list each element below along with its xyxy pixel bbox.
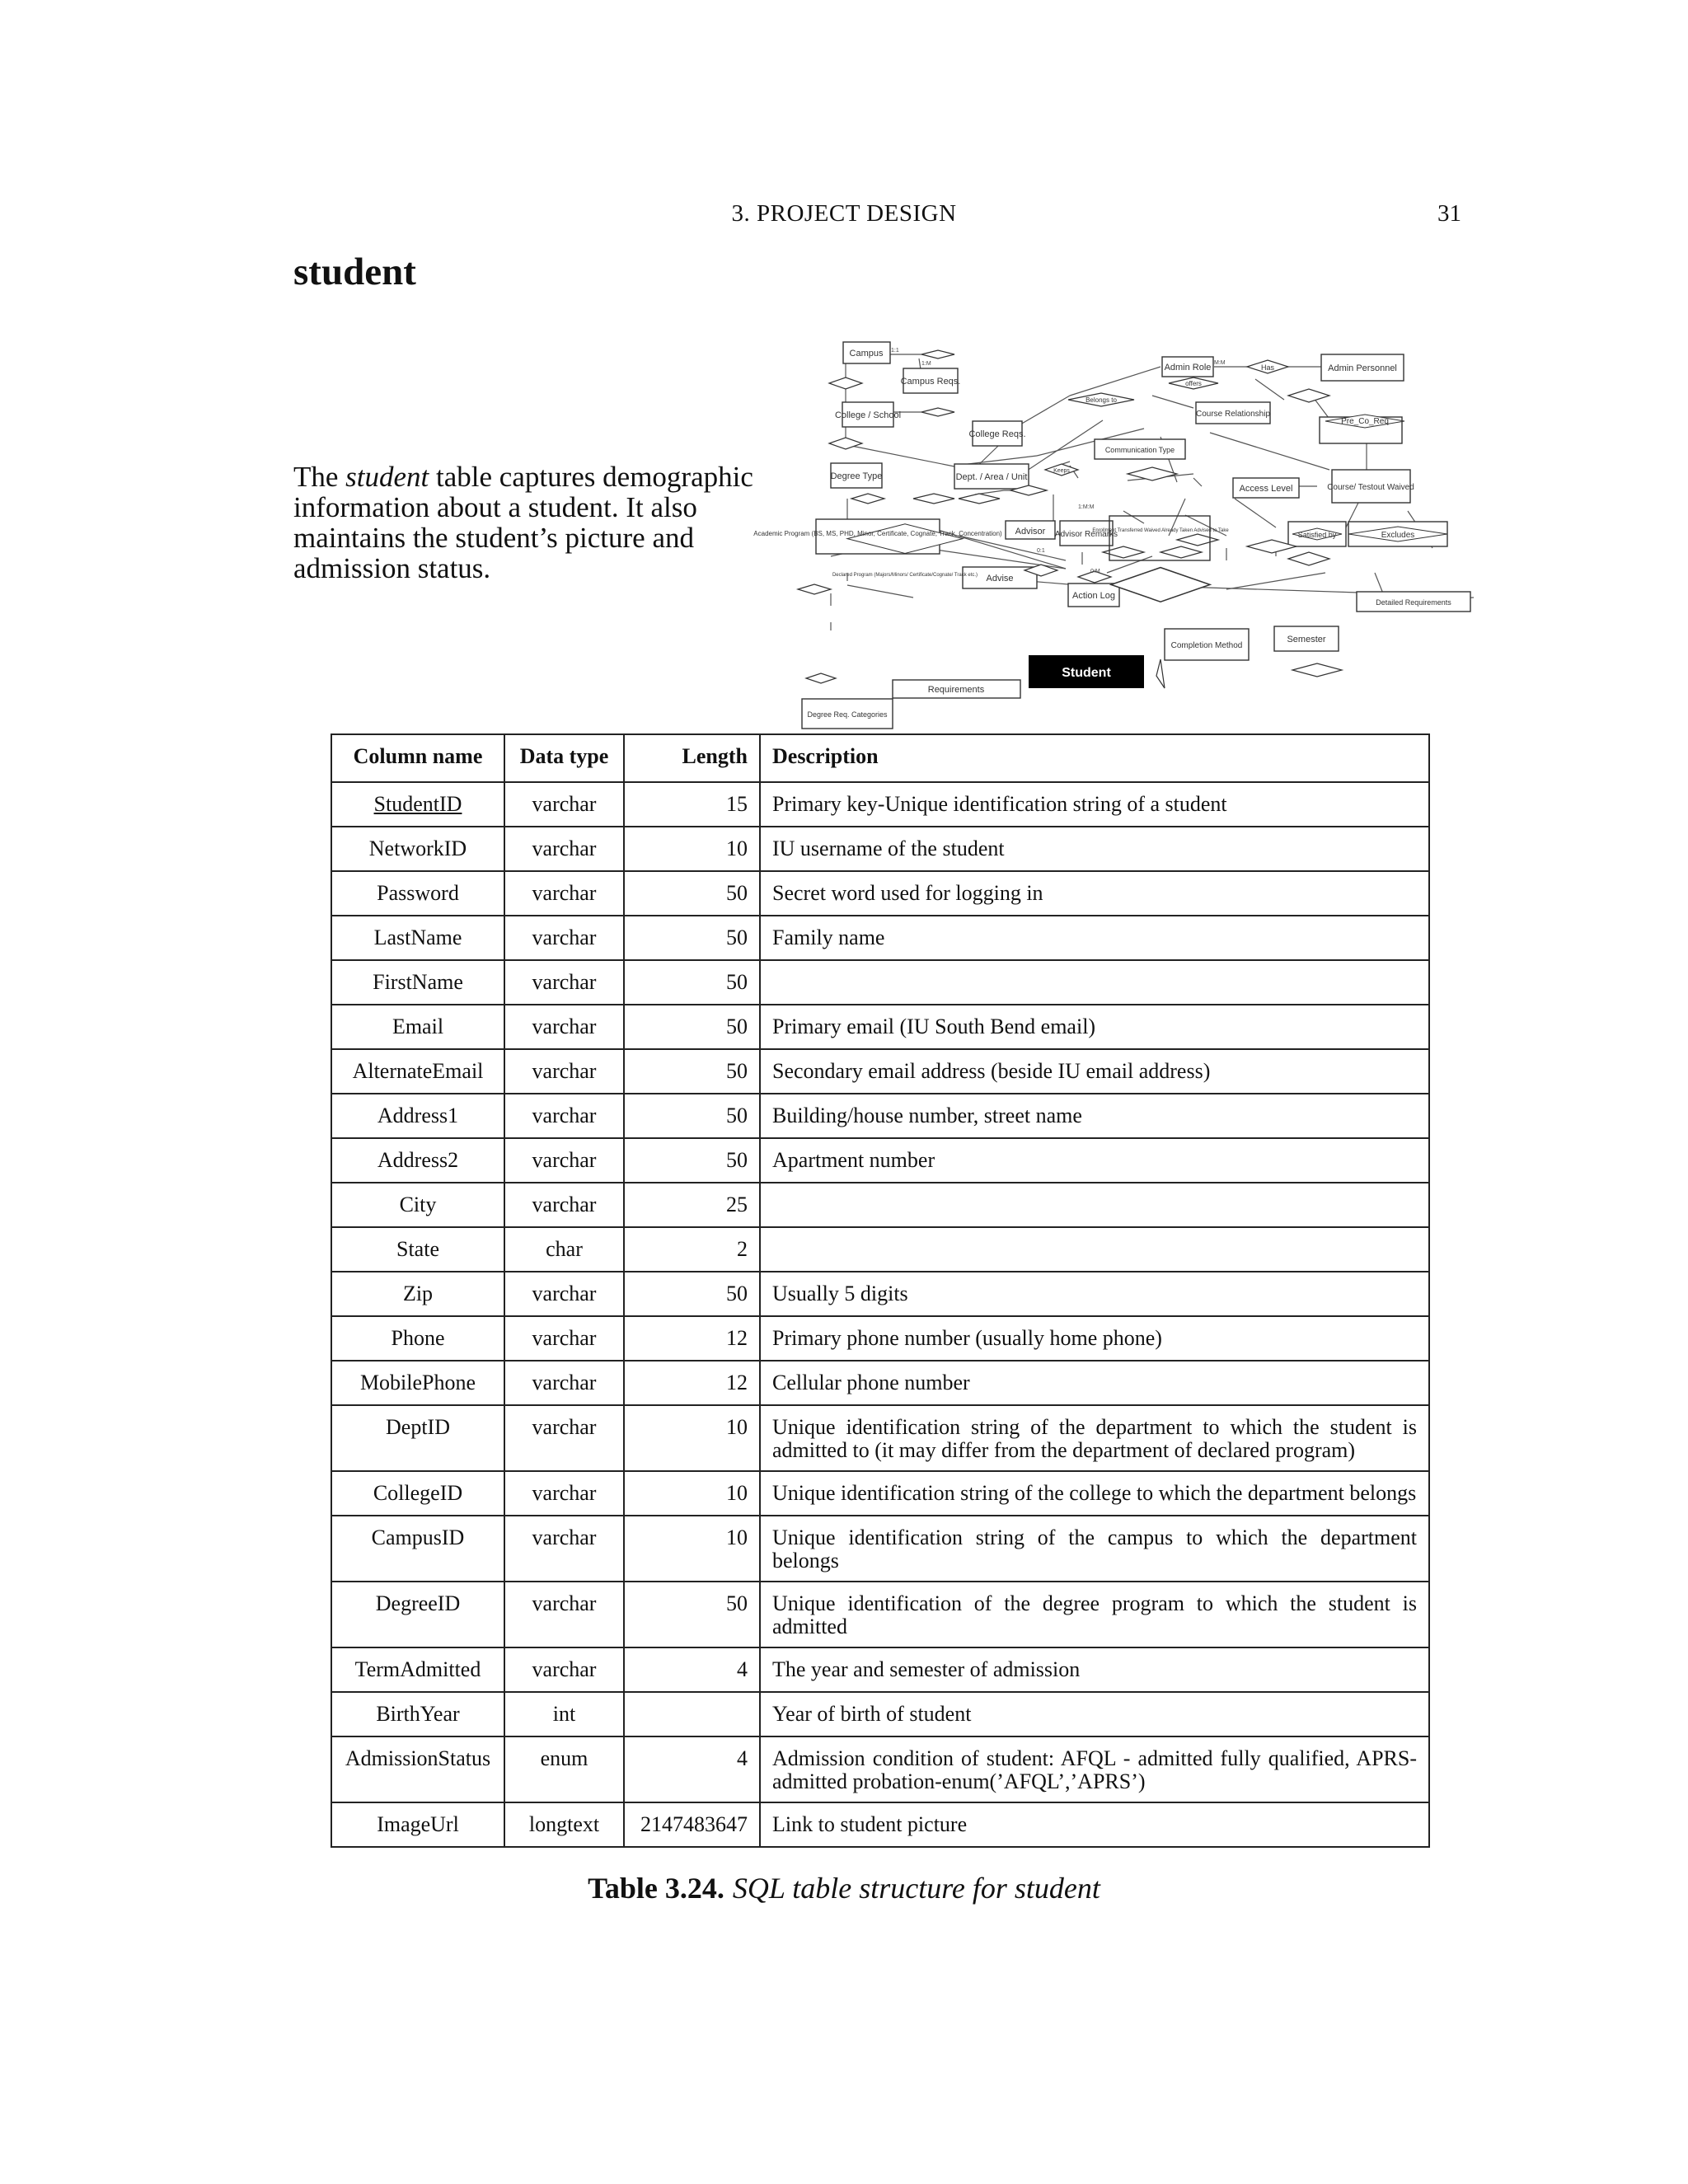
column-name-cell: DegreeID [331, 1582, 504, 1647]
table-row [331, 1361, 1429, 1405]
data-type-cell: varchar [504, 1471, 624, 1516]
column-name-cell: AlternateEmail [331, 1049, 504, 1094]
data-type-cell: varchar [504, 1138, 624, 1183]
er-label-action-log: Action Log [1072, 591, 1115, 601]
description-cell: Primary phone number (usually home phone) [760, 1316, 1429, 1361]
caption-text: SQL table structure for student [732, 1872, 1100, 1905]
data-type-cell: varchar [504, 960, 624, 1005]
data-type-cell: varchar [504, 1049, 624, 1094]
length-cell: 10 [624, 1405, 760, 1471]
er-card-4: 0:M [1090, 569, 1100, 574]
data-type-cell: varchar [504, 1005, 624, 1049]
page-number: 31 [1437, 200, 1461, 227]
intro-text-after: table captures demographic information about a student. It also maintains the student’s picture and admission status. [293, 461, 753, 584]
er-label-excludes: Excludes [1381, 531, 1415, 540]
description-cell: Unique identification string of the campus to which the department belongs [760, 1516, 1429, 1582]
description-cell: Unique identification string of the department to which the student is admitted to (it may differ from the department of declared program) [760, 1405, 1429, 1471]
data-type-cell: varchar [504, 1094, 624, 1138]
table-row [331, 782, 1429, 827]
table-row [331, 1183, 1429, 1227]
length-cell: 10 [624, 1471, 760, 1516]
er-label-enrollment: Enrollment Transferred Waived Already Taken Advised to Take [1092, 528, 1229, 533]
er-label-campus-reqs: Campus Reqs. [900, 377, 961, 387]
header-description: Description [760, 734, 1429, 782]
er-label-admin-personnel: Admin Personnel [1328, 363, 1397, 373]
er-label-degree-type: Degree Type [830, 471, 883, 481]
er-label-dept: Dept. / Area / Unit [955, 472, 1028, 482]
column-name-cell: Address2 [331, 1138, 504, 1183]
er-label-degree-req-categories: Degree Req. Categories [807, 710, 888, 719]
header-column-name: Column name [331, 734, 504, 782]
er-label-communication-type: Communication Type [1104, 446, 1175, 454]
primary-key-name: StudentID [373, 792, 462, 816]
column-name-cell: MobilePhone [331, 1361, 504, 1405]
data-type-cell: varchar [504, 782, 624, 827]
description-cell: Year of birth of student [760, 1692, 1429, 1736]
data-type-cell: enum [504, 1736, 624, 1802]
column-name-cell [331, 782, 504, 827]
er-card-1: 1:1 [891, 348, 899, 354]
er-label-advisor-remarks: Advisor Remarks [1054, 530, 1118, 539]
description-cell: Secret word used for logging in [760, 871, 1429, 916]
column-name-cell: DeptID [331, 1405, 504, 1471]
column-name-cell: CollegeID [331, 1471, 504, 1516]
column-name-cell: Email [331, 1005, 504, 1049]
description-cell: Unique identification string of the college to which the department belongs [760, 1471, 1429, 1516]
header-data-type: Data type [504, 734, 624, 782]
length-cell: 12 [624, 1361, 760, 1405]
data-type-cell: char [504, 1227, 624, 1272]
er-label-campus: Campus [849, 349, 884, 359]
table-row [331, 1316, 1429, 1361]
description-cell: Link to student picture [760, 1802, 1429, 1847]
length-cell: 25 [624, 1183, 760, 1227]
data-type-cell: varchar [504, 1183, 624, 1227]
running-header-chapter: 3. PROJECT DESIGN [731, 200, 957, 227]
er-label-pre-co-req: Pre_Co_Req [1341, 417, 1389, 426]
column-name-cell: FirstName [331, 960, 504, 1005]
er-label-declared-program: Declared Program (Majors/Minors/ Certificate/Cognate/ Track etc.) [832, 573, 978, 578]
er-label-advise: Advise [986, 574, 1014, 583]
table-row [331, 1471, 1429, 1516]
table-row [331, 1049, 1429, 1094]
length-cell: 50 [624, 960, 760, 1005]
length-cell: 50 [624, 1582, 760, 1647]
length-cell: 50 [624, 916, 760, 960]
length-cell: 4 [624, 1736, 760, 1802]
header-length: Length [624, 734, 760, 782]
er-diagram [753, 334, 1474, 733]
description-cell: The year and semester of admission [760, 1647, 1429, 1692]
er-label-course-relationship: Course Relationship [1195, 410, 1271, 419]
data-type-cell: longtext [504, 1802, 624, 1847]
length-cell: 50 [624, 1049, 760, 1094]
table-row [331, 1647, 1429, 1692]
description-cell: Secondary email address (beside IU email address) [760, 1049, 1429, 1094]
student-table [331, 733, 1430, 1848]
column-name-cell: AdmissionStatus [331, 1736, 504, 1802]
data-type-cell: varchar [504, 1647, 624, 1692]
er-label-college-reqs: College Reqs. [968, 429, 1026, 439]
column-name-cell: Address1 [331, 1094, 504, 1138]
er-card-2: 1:M [921, 361, 931, 367]
er-label-keeps: Keeps [1053, 468, 1070, 474]
column-name-cell: Password [331, 871, 504, 916]
intro-text-before: The [293, 461, 346, 493]
data-type-cell: int [504, 1692, 624, 1736]
column-name-cell: LastName [331, 916, 504, 960]
er-label-academic-program: Academic Program (BS, MS, PHD, Minor, Certificate, Cognate, Track, Concentration) [753, 530, 1002, 537]
er-label-semester: Semester [1287, 635, 1326, 644]
er-label-college-school: College / School [834, 410, 902, 420]
er-diagram-svg [753, 334, 1474, 733]
column-name-cell: State [331, 1227, 504, 1272]
length-cell [624, 1692, 760, 1736]
column-name-cell: NetworkID [331, 827, 504, 871]
er-label-satisfied-by: Satisfied by [1297, 531, 1337, 539]
description-cell: Apartment number [760, 1138, 1429, 1183]
table-row [331, 827, 1429, 871]
table-row [331, 1272, 1429, 1316]
er-label-advisor: Advisor [1015, 527, 1046, 537]
table-row [331, 871, 1429, 916]
er-label-requirements: Requirements [927, 685, 985, 695]
length-cell: 50 [624, 1094, 760, 1138]
er-label-student: Student [1062, 666, 1111, 680]
intro-paragraph [293, 462, 780, 583]
table-row [331, 1516, 1429, 1582]
length-cell: 50 [624, 1272, 760, 1316]
column-name-cell: City [331, 1183, 504, 1227]
description-cell [760, 1227, 1429, 1272]
caption-number: Table 3.24. [588, 1872, 724, 1905]
data-type-cell: varchar [504, 871, 624, 916]
er-card-5: 0:1 [1037, 548, 1045, 554]
column-name-cell: Zip [331, 1272, 504, 1316]
description-cell [760, 1183, 1429, 1227]
length-cell: 2147483647 [624, 1802, 760, 1847]
table-row [331, 1582, 1429, 1647]
er-label-offers: offers [1185, 380, 1202, 387]
table-caption [0, 1871, 1688, 1905]
er-card-6: 1:M:M [1078, 504, 1095, 510]
column-name-cell: CampusID [331, 1516, 504, 1582]
data-type-cell: varchar [504, 1582, 624, 1647]
length-cell: 50 [624, 871, 760, 916]
column-name-cell: BirthYear [331, 1692, 504, 1736]
column-name-cell: ImageUrl [331, 1802, 504, 1847]
data-type-cell: varchar [504, 827, 624, 871]
er-label-admin-role: Admin Role [1164, 363, 1212, 373]
description-cell: Primary key-Unique identification string of a student [760, 782, 1429, 827]
table-row [331, 1005, 1429, 1049]
description-cell: Usually 5 digits [760, 1272, 1429, 1316]
description-cell [760, 960, 1429, 1005]
length-cell: 10 [624, 1516, 760, 1582]
description-cell: Primary email (IU South Bend email) [760, 1005, 1429, 1049]
length-cell: 15 [624, 782, 760, 827]
er-label-detailed-requirements: Detailed Requirements [1376, 598, 1451, 607]
table-row [331, 960, 1429, 1005]
table-row [331, 1692, 1429, 1736]
description-cell: Family name [760, 916, 1429, 960]
data-type-cell: varchar [504, 1361, 624, 1405]
er-label-belongs-to: Belongs to [1085, 396, 1117, 404]
column-name-cell: Phone [331, 1316, 504, 1361]
table-row [331, 1802, 1429, 1847]
length-cell: 12 [624, 1316, 760, 1361]
length-cell: 10 [624, 827, 760, 871]
er-label-has: Has [1260, 363, 1275, 372]
er-label-access-level: Access Level [1239, 484, 1293, 494]
length-cell: 50 [624, 1005, 760, 1049]
length-cell: 4 [624, 1647, 760, 1692]
er-label-completion-method: Completion Method [1170, 641, 1243, 650]
description-cell: Admission condition of student: AFQL - admitted fully qualified, APRS-admitted probation-enum(’AFQL’,’APRS’) [760, 1736, 1429, 1802]
er-card-3: M:M [1214, 360, 1226, 366]
table-row [331, 1138, 1429, 1183]
data-type-cell: varchar [504, 1405, 624, 1471]
table-row [331, 1094, 1429, 1138]
description-cell: Building/house number, street name [760, 1094, 1429, 1138]
table-row [331, 1736, 1429, 1802]
intro-emphasis: student [345, 461, 429, 493]
table-row [331, 1405, 1429, 1471]
description-cell: Unique identification of the degree program to which the student is admitted [760, 1582, 1429, 1647]
table-row [331, 916, 1429, 960]
description-cell: IU username of the student [760, 827, 1429, 871]
length-cell: 2 [624, 1227, 760, 1272]
length-cell: 50 [624, 1138, 760, 1183]
data-type-cell: varchar [504, 1516, 624, 1582]
enrollment-diamond [1111, 568, 1210, 602]
er-label-course-testout: Course/ Testout Waived [1327, 483, 1414, 492]
column-name-cell: TermAdmitted [331, 1647, 504, 1692]
table-header-row [331, 734, 1429, 782]
description-cell: Cellular phone number [760, 1361, 1429, 1405]
data-type-cell: varchar [504, 1272, 624, 1316]
section-title: student [293, 251, 416, 293]
data-type-cell: varchar [504, 1316, 624, 1361]
data-type-cell: varchar [504, 916, 624, 960]
table-row [331, 1227, 1429, 1272]
